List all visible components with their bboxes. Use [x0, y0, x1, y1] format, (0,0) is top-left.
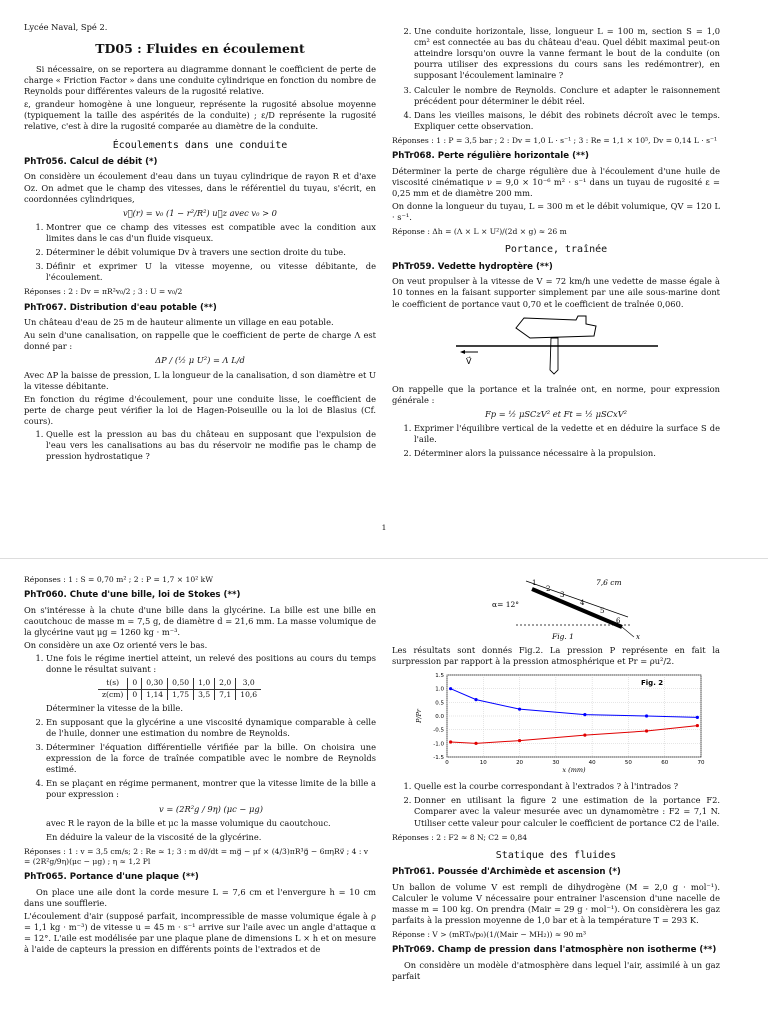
y-tick-label: 0.5 — [435, 700, 444, 707]
question-item: 2. Une conduite horizontale, lisse, longueur L = 100 m, section S = 1,0 cm² est connectée au bas du château d'eau. Quel débit maximal peut-on atteindre lorsqu'on ouvre la vanne fermant le bout de la conduite (on pourra utiliser des expressions du cours sans les redémontrer), en supposant l'écoulement laminaire ? — [414, 26, 720, 82]
question-list — [24, 653, 376, 843]
data-point — [474, 742, 477, 745]
exercise-text: Un château d'eau de 25 m de hauteur alimente un village en eau potable. — [24, 317, 334, 328]
page-title: TD05 : Fluides en écoulement — [95, 41, 305, 57]
table-cell: 10,6 — [236, 689, 261, 700]
page-number: 1 — [381, 523, 387, 532]
table-cell: z(cm) — [98, 689, 128, 700]
table-cell: 0 — [128, 678, 142, 689]
table-cell: 7,1 — [215, 689, 236, 700]
x-tick-label: 40 — [588, 760, 596, 767]
x-tick-label: 70 — [697, 760, 705, 767]
chart-title: Fig. 2 — [641, 679, 664, 688]
answers: Réponses : 1 : S = 0,70 m² ; 2 : P = 1,7 × 10² kW — [24, 575, 214, 584]
answers: Réponses : 1 : v = 3,5 cm/s; 2 : Re ≃ 1; 3 : m dv⃗/dt = mg⃗ − μf × (4/3)πR³g⃗ − 6πηRv⃗ ; 4 : v = (2R²g/9η)(μc − μg) ; η ≈ 1,2 Pl — [24, 846, 369, 867]
question-item: 1. Exprimer l'équilibre vertical de la vedette et en déduire la surface S de l'aile. — [414, 423, 720, 445]
exercise-text: On s'intéresse à la chute d'une bille dans la glycérine. La bille est une bille en caoutchouc de masse m = 7,5 g, de diamètre d = 21,6 mm. La masse volumique de la glycérine vaut μg = 1260 kg · m⁻³. — [24, 604, 376, 637]
velocity-arrowhead — [460, 350, 465, 354]
hydrofoil-strut — [550, 338, 558, 374]
exercise-text: Au sein d'une canalisation, on rappelle que le coefficient de perte de charge Λ est donné par : — [24, 330, 376, 352]
pressure-chart — [401, 669, 711, 779]
question-text: avec R le rayon de la bille et μc la masse volumique du caoutchouc. — [46, 817, 331, 828]
fig1-point: 5 — [600, 607, 605, 615]
velocity-label: V⃗ — [466, 356, 472, 366]
exercise-title: PhTr061. Poussée d'Archimède et ascension (*) — [392, 867, 621, 878]
data-point — [449, 741, 452, 744]
page1-right-column — [392, 26, 720, 462]
page-gap — [0, 538, 768, 558]
intro-paragraph: Si nécessaire, on se reportera au diagramme donnant le coefficient de perte de charge « Friction Factor » dans une conduite cylindrique en fonction du nombre de Reynolds pour différentes valeurs de la rugosité relative. — [24, 63, 376, 97]
data-point — [696, 716, 699, 719]
answers: Réponses : 1 : P = 3,5 bar ; 2 : Dv = 1,0 L · s⁻¹ ; 3 : Re = 1,1 × 10⁵, Dv = 0,14 L · s⁻¹ — [392, 135, 718, 145]
question-list — [392, 423, 720, 459]
data-point — [583, 713, 586, 716]
question-list — [392, 26, 720, 132]
page-2 — [0, 558, 768, 1025]
answers: Réponses : 2 : F2 ≈ 8 N; C2 = 0,84 — [392, 832, 528, 842]
equation: v⃗(r) = v₀ (1 − r²/R²) u⃗z avec v₀ > 0 — [123, 207, 277, 218]
question-text: Une fois le régime inertiel atteint, un relevé des positions au cours du temps donne le résultat suivant : — [46, 653, 376, 675]
x-axis-label: x (mm) — [562, 766, 586, 775]
exercise-title: PhTr069. Champ de pression dans l'atmosphère non isotherme (**) — [392, 945, 717, 956]
y-tick-label: 0.0 — [435, 714, 444, 721]
exercise-text: On veut propulser à la vitesse de V = 72 km/h une vedette de masse égale à 10 tonnes en la faisant supporter simplement par une aile sous-marine dont le coefficient de portance vaut 0,70 et le coefficient de traînée 0,060. — [392, 276, 720, 309]
hydrofoil-figure — [446, 312, 666, 382]
section-heading: Écoulements dans une conduite — [112, 139, 288, 151]
question-item: 2. Déterminer alors la puissance nécessaire à la propulsion. — [414, 448, 720, 459]
y-tick-label: -0.5 — [433, 727, 444, 734]
fig1-caption: Fig. 1 — [552, 632, 574, 641]
equation: ΔP / (½ μ U²) = Λ L/d — [155, 355, 245, 366]
data-point — [645, 730, 648, 733]
equation: Fp = ½ μSCzV² et Ft = ½ μSCxV² — [484, 408, 628, 419]
fig1-point: 1 — [532, 579, 537, 587]
question-text: En déduire la valeur de la viscosité de la glycérine. — [46, 831, 262, 842]
y-tick-label: 1.5 — [435, 673, 444, 680]
exercise-text: En fonction du régime d'écoulement, pour une conduite lisse, le coefficient de perte de charge peut vérifier la loi de Hagen-Poiseuille ou la loi de Blasius (Cf. cours). — [24, 393, 376, 426]
table-cell: 0 — [128, 689, 142, 700]
x-tick-label: 0 — [445, 760, 449, 767]
data-point — [645, 715, 648, 718]
exercise-text: On donne la longueur du tuyau, L = 300 m et le débit volumique, QV = 120 L · s⁻¹. — [392, 201, 720, 223]
table-cell: 1,0 — [194, 678, 215, 689]
x-tick-label: 60 — [661, 760, 669, 767]
data-point — [696, 724, 699, 727]
y-tick-label: 1.0 — [435, 686, 444, 693]
fig1-angle-label: α= 12° — [492, 600, 520, 609]
page-header: Lycée Naval, Spé 2. — [24, 22, 108, 32]
exercise-title: PhTr059. Vedette hydroptère (**) — [392, 261, 553, 272]
question-list — [24, 429, 376, 462]
y-axis-label: P/Pr — [415, 709, 423, 724]
data-point — [518, 708, 521, 711]
question-item: 3. Calculer le nombre de Reynolds. Conclure et adapter le raisonnement précédent pour déterminer le débit réel. — [414, 85, 720, 107]
table-cell: 1,14 — [142, 689, 168, 700]
exercise-text: On place une aile dont la corde mesure L = 7,6 cm et l'envergure h = 10 cm dans une soufflerie. — [24, 886, 376, 908]
answers: Réponse : V > (mRT₀/p₀)(1/(Mair − MH₂)) ≈ 90 m³ — [392, 930, 587, 940]
exercise-title: PhTr060. Chute d'une bille, loi de Stokes (**) — [24, 590, 241, 601]
question-item: 1. Quelle est la pression au bas du château en supposant que l'expulsion de l'eau vers les canalisations au bas du réservoir ne modifie pas le champ de pression hydrostatique ? — [46, 429, 376, 462]
question-item: 1. Montrer que ce champ des vitesses est compatible avec la condition aux limites dans le cas d'un fluide visqueux. — [46, 222, 376, 244]
intro-paragraph: ε, grandeur homogène à une longueur, représente la rugosité absolue moyenne (typiquement la taille des aspérités de la conduite) ; ε/D représente la rugosité relative, c'est à dire la rugosité comparée au diamètre de la conduite. — [24, 99, 376, 132]
question-list — [24, 222, 376, 284]
table-cell: t(s) — [98, 678, 128, 689]
exercise-title: PhTr056. Calcul de débit (*) — [24, 156, 158, 167]
x-tick-label: 50 — [624, 760, 632, 767]
page2-left-column — [24, 571, 376, 957]
table-row — [98, 678, 261, 689]
exercise-text: L'écoulement d'air (supposé parfait, incompressible de masse volumique égale à ρ = 1,1 kg · m⁻³) de vitesse u = 45 m · s⁻¹ arrive sur l'aile avec un angle d'attaque α = 12°. L'aile est modélisée par une plaque plane de dimensions L × h et on mesure à l'aide de capteurs la pression en différents points de l'extrados et de — [24, 910, 376, 955]
section-heading: Portance, traînée — [504, 244, 608, 256]
equation: v = (2R²g / 9η) (μc − μg) — [159, 803, 263, 814]
answers: Réponses : 2 : Dv = πR²v₀/2 ; 3 : U = v₀/2 — [24, 287, 183, 297]
fig1-point: 2 — [546, 585, 551, 593]
data-point — [474, 698, 477, 701]
question-text: Déterminer la vitesse de la bille. — [46, 702, 183, 713]
question-item: 2. Donner en utilisant la figure 2 une estimation de la portance F2. Comparer avec la valeur mesurée avec un dynamomètre : F2 = 7,1 N. Utiliser cette valeur pour calculer le coefficient de portance C2 de l'aile. — [414, 795, 720, 828]
y-tick-label: -1.0 — [433, 741, 444, 748]
question-item: 4. Dans les vieilles maisons, le débit des robinets décroît avec le temps. Expliquer cette observation. — [414, 110, 720, 132]
section-heading: Statique des fluides — [495, 849, 617, 861]
exercise-title: PhTr068. Perte régulière horizontale (**) — [392, 151, 589, 162]
exercise-title: PhTr067. Distribution d'eau potable (**) — [24, 302, 217, 313]
question-list — [392, 781, 720, 828]
fig1-length-label: 7,6 cm — [596, 578, 622, 587]
fig1-point: 3 — [560, 591, 565, 599]
exercise-text: Les résultats sont donnés Fig.2. La pression P représente en fait la surpression par rapport à la pression atmosphérique et Pr = ρu²/2. — [392, 645, 720, 667]
table-cell: 3,0 — [236, 678, 261, 689]
boat-hull — [516, 316, 596, 338]
question-item: 3. Déterminer l'équation différentielle vérifiée par la bille. On choisira une expression de la force de traînée compatible avec le nombre de Reynolds estimé. — [46, 742, 376, 775]
data-point — [449, 687, 452, 690]
table-cell: 0,30 — [142, 678, 168, 689]
exercise-text: Un ballon de volume V est rempli de dihydrogène (M = 2,0 g · mol⁻¹). Calculer le volume V nécessaire pour entrainer l'ascension d'une nacelle de masse m = 100 kg. On prendra (Mair = 29 g · mol⁻¹). On considèrera les gaz parfaits à la pression moyenne de 1,0 bar et à la température T = 293 K. — [392, 881, 720, 926]
x-tick-label: 30 — [552, 760, 560, 767]
question-item — [46, 653, 376, 714]
question-item: 3. Définir et exprimer U la vitesse moyenne, ou vitesse débitante, de l'écoulement. — [46, 261, 376, 283]
table-cell: 3,5 — [194, 689, 215, 700]
question-item: 2. En supposant que la glycérine a une viscosité dynamique comparable à celle de l'huile, donner une estimation du nombre de Reynolds. — [46, 717, 376, 739]
table-cell: 2,0 — [215, 678, 236, 689]
exercise-text: Déterminer la perte de charge régulière due à l'écoulement d'une huile de viscosité cinématique ν = 9,0 × 10⁻⁶ m² · s⁻¹ dans un tuyau de rugosité ε = 0,25 mm et de diamètre 200 mm. — [392, 165, 720, 198]
table-row — [98, 689, 261, 700]
x-tick-label: 20 — [516, 760, 524, 767]
page1-left-column — [24, 22, 376, 465]
question-item — [46, 778, 376, 843]
table-cell: 1,75 — [168, 689, 194, 700]
data-point — [518, 739, 521, 742]
x-tick-label: 10 — [479, 760, 487, 767]
table-cell: 0,50 — [168, 678, 194, 689]
exercise-text: Avec ΔP la baisse de pression, L la longueur de la canalisation, d son diamètre et U la vitesse débitante. — [24, 369, 376, 391]
wing-figure-1 — [456, 573, 656, 643]
question-item: 1. Quelle est la courbe correspondant à l'extrados ? à l'intrados ? — [414, 781, 720, 792]
exercise-text: On considère un axe Oz orienté vers le bas. — [24, 640, 208, 651]
page2-right-column — [392, 571, 720, 984]
fig1-point: 4 — [580, 599, 585, 607]
exercise-text: On considère un écoulement d'eau dans un tuyau cylindrique de rayon R et d'axe Oz. On admet que le champ des vitesses, dans le référentiel du tuyau, s'écrit, en coordonnées cylindriques, — [24, 171, 376, 204]
exercise-text: On rappelle que la portance et la traînée ont, en norme, pour expression générale : — [392, 383, 720, 405]
wing-plate — [532, 589, 622, 627]
fig1-axis-label: x — [636, 633, 640, 641]
data-point — [583, 734, 586, 737]
question-item: 2. Déterminer le débit volumique Dv à travers une section droite du tube. — [46, 247, 376, 258]
data-table — [98, 678, 261, 699]
exercise-text: On considère un modèle d'atmosphère dans lequel l'air, assimilé à un gaz parfait — [392, 959, 720, 981]
fig1-x-axis — [622, 627, 634, 637]
answers: Réponse : Δh = (Λ × L × U²)/(2d × g) ≈ 26 m — [392, 227, 567, 237]
question-text: En se plaçant en régime permanent, montrer que la vitesse limite de la bille a pour expression : — [46, 778, 376, 800]
exercise-title: PhTr065. Portance d'une plaque (**) — [24, 872, 199, 883]
fig1-point: 6 — [616, 617, 621, 625]
y-tick-label: -1.5 — [433, 755, 444, 762]
